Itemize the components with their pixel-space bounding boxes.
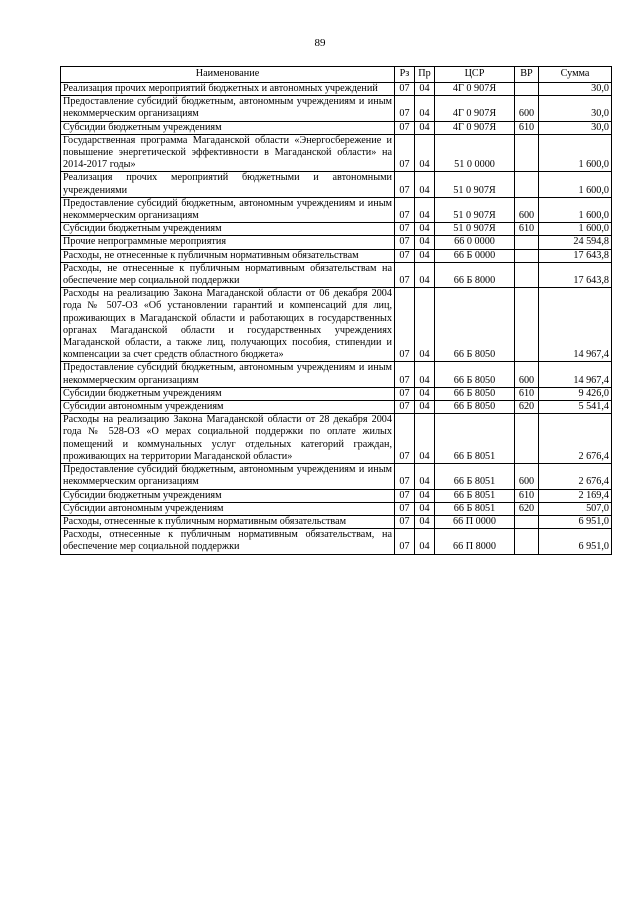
cell-name: Реализация прочих мероприятий бюджетных и автономных учреждений [61,83,395,96]
cell-rz: 07 [395,197,415,222]
cell-sum: 14 967,4 [539,288,612,362]
cell-csr: 66 Б 8050 [435,387,515,400]
header-sum: Сумма [539,67,612,83]
cell-rz: 07 [395,223,415,236]
table-row [61,401,612,414]
table-row [61,121,612,134]
cell-vr: 610 [515,387,539,400]
cell-name: Субсидии автономным учреждениям [61,502,395,515]
table-row [61,262,612,287]
cell-rz: 07 [395,414,415,464]
table-row [61,96,612,121]
cell-sum: 2 169,4 [539,489,612,502]
cell-vr [515,83,539,96]
cell-sum: 1 600,0 [539,197,612,222]
table-row [61,362,612,387]
cell-pr: 04 [415,197,435,222]
cell-rz: 07 [395,401,415,414]
cell-pr: 04 [415,249,435,262]
cell-name: Реализация прочих мероприятий бюджетными и автономными учреждениями [61,172,395,197]
budget-table [60,66,612,555]
cell-rz: 07 [395,362,415,387]
cell-vr [515,172,539,197]
cell-csr: 66 Б 8050 [435,288,515,362]
cell-pr: 04 [415,414,435,464]
cell-vr [515,414,539,464]
cell-vr [515,515,539,528]
table-row [61,529,612,554]
cell-sum: 17 643,8 [539,249,612,262]
cell-name: Предоставление субсидий бюджетным, автономным учреждениям и иным некоммерческим организациям [61,96,395,121]
cell-csr: 66 Б 8000 [435,262,515,287]
cell-csr: 66 П 0000 [435,515,515,528]
cell-vr [515,288,539,362]
cell-sum: 1 600,0 [539,223,612,236]
header-rz: Рз [395,67,415,83]
cell-sum: 30,0 [539,83,612,96]
cell-pr: 04 [415,121,435,134]
cell-name: Субсидии бюджетным учреждениям [61,223,395,236]
cell-csr: 66 Б 0000 [435,249,515,262]
cell-pr: 04 [415,387,435,400]
cell-rz: 07 [395,288,415,362]
table-row [61,83,612,96]
cell-name: Субсидии бюджетным учреждениям [61,121,395,134]
cell-vr: 610 [515,489,539,502]
cell-name: Прочие непрограммные мероприятия [61,236,395,249]
table-header-row [61,67,612,83]
cell-csr: 51 0 907Я [435,223,515,236]
header-vr: ВР [515,67,539,83]
cell-pr: 04 [415,134,435,172]
cell-pr: 04 [415,96,435,121]
cell-pr: 04 [415,502,435,515]
cell-rz: 07 [395,502,415,515]
cell-rz: 07 [395,387,415,400]
cell-name: Предоставление субсидий бюджетным, автономным учреждениям и иным некоммерческим организациям [61,464,395,489]
cell-vr: 620 [515,401,539,414]
header-csr: ЦСР [435,67,515,83]
cell-pr: 04 [415,172,435,197]
cell-pr: 04 [415,515,435,528]
cell-name: Государственная программа Магаданской области «Энергосбережение и повышение энергетической эффективности в Магаданской области» на 2014-2017 годы» [61,134,395,172]
cell-vr: 620 [515,502,539,515]
table-row [61,515,612,528]
cell-vr: 600 [515,96,539,121]
cell-vr: 610 [515,121,539,134]
cell-sum: 6 951,0 [539,529,612,554]
table-row [61,387,612,400]
cell-vr [515,529,539,554]
cell-rz: 07 [395,249,415,262]
cell-sum: 30,0 [539,96,612,121]
cell-rz: 07 [395,236,415,249]
cell-pr: 04 [415,288,435,362]
cell-name: Расходы на реализацию Закона Магаданской области от 28 декабря 2004 года № 528-ОЗ «О мерах социальной поддержки по оплате жилых помещений и коммунальных услуг отдельных категорий граждан, проживающих на территории Магаданской области» [61,414,395,464]
cell-csr: 51 0 0000 [435,134,515,172]
cell-csr: 66 П 8000 [435,529,515,554]
cell-csr: 4Г 0 907Я [435,121,515,134]
cell-sum: 6 951,0 [539,515,612,528]
table-row [61,288,612,362]
cell-name: Расходы, не отнесенные к публичным нормативным обязательствам [61,249,395,262]
table-row [61,489,612,502]
cell-name: Предоставление субсидий бюджетным, автономным учреждениям и иным некоммерческим организациям [61,197,395,222]
cell-sum: 1 600,0 [539,134,612,172]
cell-csr: 66 Б 8051 [435,489,515,502]
table-row [61,172,612,197]
cell-sum: 24 594,8 [539,236,612,249]
cell-rz: 07 [395,83,415,96]
cell-pr: 04 [415,223,435,236]
cell-csr: 66 0 0000 [435,236,515,249]
cell-rz: 07 [395,134,415,172]
cell-csr: 66 Б 8051 [435,464,515,489]
cell-rz: 07 [395,172,415,197]
cell-csr: 66 Б 8050 [435,362,515,387]
header-name: Наименование [61,67,395,83]
cell-pr: 04 [415,464,435,489]
cell-rz: 07 [395,121,415,134]
cell-pr: 04 [415,262,435,287]
cell-sum: 1 600,0 [539,172,612,197]
table-row [61,414,612,464]
cell-sum: 9 426,0 [539,387,612,400]
cell-pr: 04 [415,401,435,414]
cell-rz: 07 [395,464,415,489]
cell-vr: 600 [515,197,539,222]
cell-pr: 04 [415,489,435,502]
cell-csr: 51 0 907Я [435,197,515,222]
cell-sum: 507,0 [539,502,612,515]
cell-rz: 07 [395,96,415,121]
cell-rz: 07 [395,489,415,502]
cell-vr [515,236,539,249]
cell-rz: 07 [395,262,415,287]
cell-name: Расходы на реализацию Закона Магаданской области от 06 декабря 2004 года № 507-ОЗ «Об установлении гарантий и компенсаций для лиц, проживающих в Магаданской области и работающих в государственных органах Магаданской области и государственных учреждениях Магаданской области, а также лиц, получающих пособия, стипендии и компенсации за счет средств областного бюджета» [61,288,395,362]
table-body [61,83,612,555]
cell-name: Расходы, отнесенные к публичным нормативным обязательствам, на обеспечение мер социальной поддержки [61,529,395,554]
cell-name: Предоставление субсидий бюджетным, автономным учреждениям и иным некоммерческим организациям [61,362,395,387]
cell-name: Субсидии автономным учреждениям [61,401,395,414]
cell-vr [515,134,539,172]
table-row [61,134,612,172]
cell-name: Субсидии бюджетным учреждениям [61,387,395,400]
cell-pr: 04 [415,529,435,554]
cell-vr [515,249,539,262]
header-pr: Пр [415,67,435,83]
cell-sum: 2 676,4 [539,414,612,464]
table-row [61,502,612,515]
cell-rz: 07 [395,529,415,554]
cell-csr: 66 Б 8051 [435,414,515,464]
cell-name: Субсидии бюджетным учреждениям [61,489,395,502]
cell-sum: 17 643,8 [539,262,612,287]
cell-sum: 14 967,4 [539,362,612,387]
cell-name: Расходы, не отнесенные к публичным нормативным обязательствам на обеспечение мер социальной поддержки [61,262,395,287]
table-row [61,249,612,262]
cell-vr: 600 [515,464,539,489]
cell-csr: 51 0 907Я [435,172,515,197]
table-row [61,223,612,236]
cell-pr: 04 [415,83,435,96]
cell-csr: 66 Б 8051 [435,502,515,515]
cell-csr: 66 Б 8050 [435,401,515,414]
cell-name: Расходы, отнесенные к публичным нормативным обязательствам [61,515,395,528]
table-row [61,236,612,249]
cell-sum: 2 676,4 [539,464,612,489]
page-number: 89 [314,37,326,49]
cell-vr: 600 [515,362,539,387]
table-row [61,464,612,489]
cell-csr: 4Г 0 907Я [435,83,515,96]
cell-sum: 30,0 [539,121,612,134]
cell-vr [515,262,539,287]
cell-pr: 04 [415,236,435,249]
cell-rz: 07 [395,515,415,528]
cell-sum: 5 541,4 [539,401,612,414]
cell-csr: 4Г 0 907Я [435,96,515,121]
cell-vr: 610 [515,223,539,236]
cell-pr: 04 [415,362,435,387]
table-row [61,197,612,222]
